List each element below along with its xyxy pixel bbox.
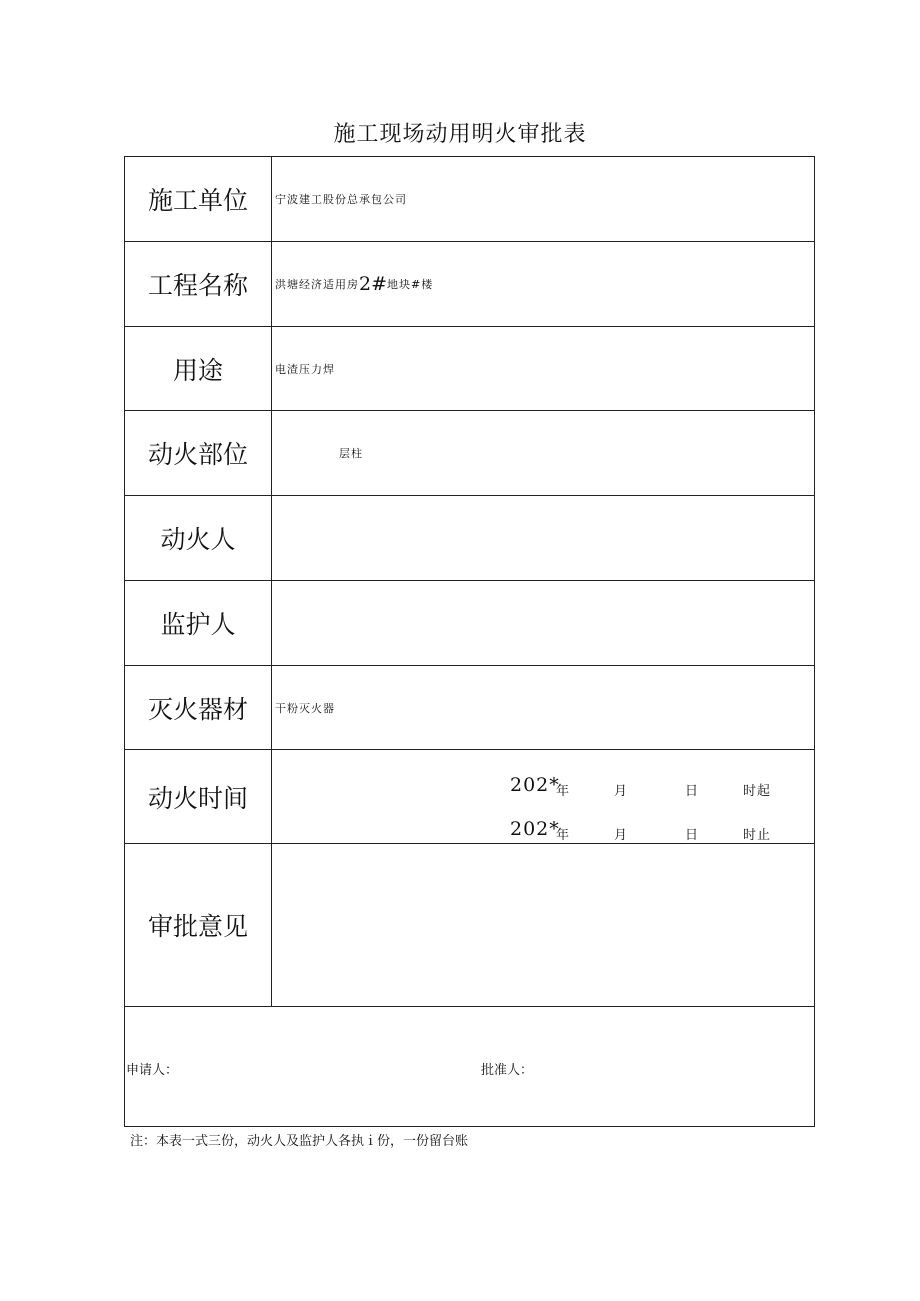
label-construction-unit: 施工单位 [125,157,272,241]
label-approval-opinion: 审批意见 [125,844,272,1006]
project-name-part-a: 洪塘经济适用房 [275,278,359,291]
row-approval-opinion [125,844,814,1007]
end-year: 202* [510,818,560,840]
label-fire-equipment: 灭火器材 [125,666,272,749]
end-year-unit: 年 [556,828,571,843]
row-fire-operator [125,496,814,581]
label-fire-location: 动火部位 [125,411,272,495]
applicant-label: 申请人： [126,1063,179,1078]
form-title: 施工现场动用明火审批表 [333,122,587,147]
project-name-part-c: 地块#楼 [387,278,434,291]
row-fire-equipment [125,666,814,750]
label-guardian: 监护人 [125,581,272,665]
start-day: 日 [685,784,700,799]
value-fire-location[interactable]: 层柱 [339,447,363,460]
label-project-name: 工程名称 [125,242,272,326]
project-name-part-b: 2# [359,273,388,295]
value-construction-unit[interactable]: 宁波建工股份总承包公司 [275,193,407,206]
value-usage[interactable]: 电渣压力焊 [275,362,335,376]
value-fire-time[interactable] [273,750,814,843]
footnote: 注：本表一式三份，动火人及监护人各执ｉ份，一份留台账 [130,1134,469,1149]
row-project-name [125,242,814,327]
label-usage: 用途 [125,327,272,410]
end-hour: 时止 [743,828,772,843]
start-year-unit: 年 [556,784,571,799]
end-day: 日 [685,828,700,843]
value-project-name[interactable] [273,242,814,326]
start-month: 月 [614,784,629,799]
value-fire-operator[interactable] [273,496,814,580]
row-fire-time [125,750,814,844]
row-fire-location [125,411,814,496]
row-usage [125,327,814,411]
label-fire-operator: 动火人 [125,496,272,580]
start-hour: 时起 [743,784,772,799]
end-month: 月 [614,828,629,843]
label-fire-time: 动火时间 [125,750,272,843]
value-fire-equipment[interactable]: 干粉灭火器 [275,701,335,715]
approver-label: 批准人： [481,1063,534,1078]
row-construction-unit [125,157,814,242]
start-year: 202* [510,774,560,796]
value-approval-opinion[interactable] [273,844,814,1006]
row-guardian [125,581,814,666]
approval-form [124,156,815,1127]
value-guardian[interactable] [273,581,814,665]
